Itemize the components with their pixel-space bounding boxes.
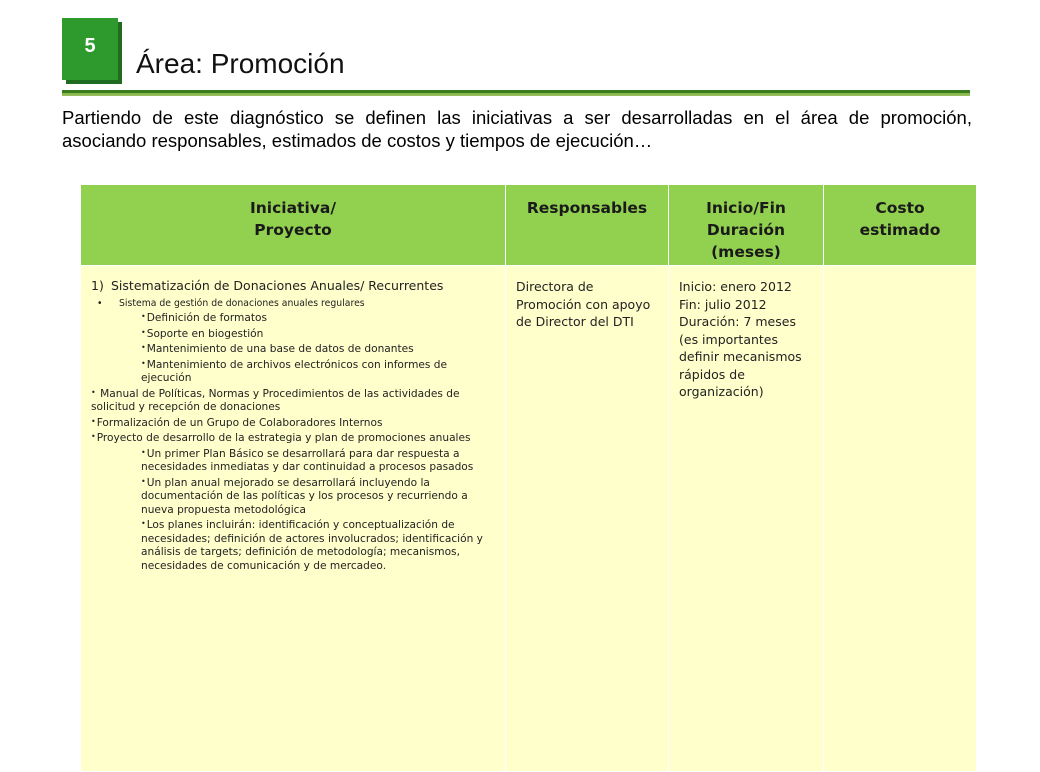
bullet-icon: • [141, 358, 146, 368]
bullet-icon: • [91, 387, 96, 397]
sub-point: •Definición de formatos [141, 312, 268, 324]
bullet-icon: • [141, 312, 146, 321]
cell-cost [824, 266, 977, 772]
initiatives-table [80, 184, 977, 772]
initiative-title: Sistematización de Donaciones Anuales/ Recurrentes [111, 278, 444, 293]
table-header-row [81, 185, 977, 266]
cell-dates: Inicio: enero 2012 Fin: julio 2012 Duración: 7 meses (es importantes definir mecanismos rápidos de organización) [669, 266, 824, 772]
sub-point: •Mantenimiento de archivos electrónicos con informes de ejecución [141, 358, 448, 384]
header-dates: Inicio/Fin Duración (meses) [669, 185, 824, 266]
header-responsibles: Responsables [506, 185, 669, 266]
initiative-item [91, 278, 495, 294]
slide-number: 5 [84, 34, 96, 57]
sub-item-project: •Proyecto de desarrollo de la estrategia y plan de promociones anuales [91, 432, 471, 444]
sub-point: •Mantenimiento de una base de datos de donantes [141, 343, 414, 355]
slide-number-badge [62, 18, 118, 80]
bullet-icon: • [141, 327, 146, 337]
bullet-icon: • [91, 432, 96, 441]
bullet-icon: • [91, 416, 96, 426]
initiative-number: 1) [91, 278, 104, 293]
header-cost: Costo estimado [824, 185, 977, 266]
table-row [81, 266, 977, 772]
slide-title: Área: Promoción [136, 48, 345, 79]
header-initiative: Iniciativa/ Proyecto [81, 185, 506, 266]
sub-item-system: • Sistema de gestión de donaciones anuales regulares [97, 298, 365, 309]
sub-point: •Un primer Plan Básico se desarrollará para dar respuesta a necesidades inmediatas y dar continuidad a procesos pasados [141, 447, 474, 473]
bullet-icon: • [141, 519, 146, 528]
title-underline [62, 90, 970, 96]
bullet-icon: • [97, 298, 103, 309]
sub-item-formalization: •Formalización de un Grupo de Colaboradores Internos [91, 416, 383, 429]
cell-initiative [81, 266, 506, 772]
cell-responsibles: Directora de Promoción con apoyo de Director del DTI [506, 266, 669, 772]
bullet-icon: • [141, 447, 146, 457]
bullet-icon: • [141, 343, 146, 352]
sub-item-manual: • Manual de Políticas, Normas y Procedimientos de las actividades de solicitud y recepción de donaciones [91, 387, 460, 413]
intro-paragraph: Partiendo de este diagnóstico se definen las iniciativas a ser desarrolladas en el área de promoción, asociando responsables, estimados de costos y tiempos de ejecución… [62, 107, 972, 151]
bullet-icon: • [141, 476, 146, 486]
sub-point: •Soporte en biogestión [141, 327, 264, 340]
sub-point: •Los planes incluirán: identificación y conceptualización de necesidades; definición de actores involucrados; identificación y análisis de targets; definición de metodología; mecanismos, necesidades de comunicación y de mercadeo. [141, 519, 483, 572]
sub-point: •Un plan anual mejorado se desarrollará incluyendo la documentación de las políticas y los procesos y recurriendo a nueva propuesta metodológica [141, 476, 468, 516]
